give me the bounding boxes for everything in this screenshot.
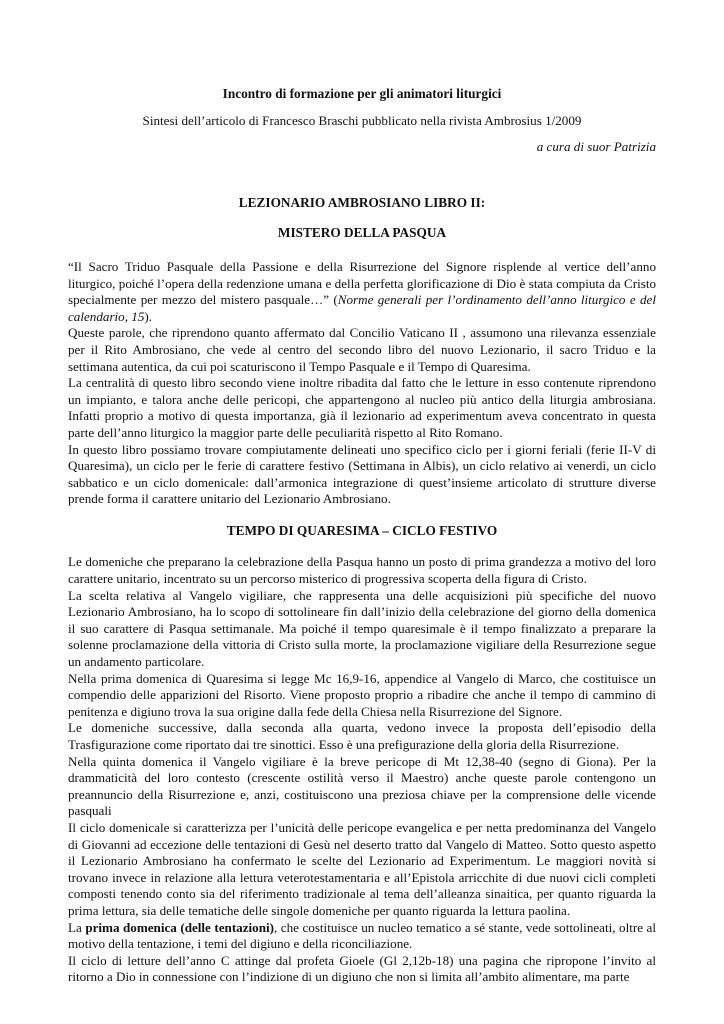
document-subtitle: Sintesi dell’articolo di Francesco Braschi pubblicato nella rivista Ambrosius 1/2009 [142,112,582,128]
paragraph: Nella quinta domenica il Vangelo vigiliare è la breve pericope di Mt 12,38-40 (segno di Giona). Per la drammaticità del loro contesto (crescente ostilità verso il Maestro) anche queste parole contengono un preannuncio della Risurrezione e, anzi, costituiscono una preziosa chiave per la comprensione delle vicende pasquali [68,753,656,819]
paragraph [68,920,656,953]
citation-italic: Norme generali per l’ordinamento dell’anno liturgico e del calendario, 15 [68,292,657,324]
quote-text: “Il Sacro Triduo Pasquale della Passione e della Risurrezione del Signore risplende al vertice dell’anno liturgico, poiché l’opera della redenzione umana e della perfetta glorificazione di Dio è stata compiuta da Cristo specialmente per mezzo del mistero pasquale…” ( [68,258,656,308]
paragraph: La scelta relativa al Vangelo vigiliare, che rappresenta una delle acquisizioni più specifiche del nuovo Lezionario Ambrosiano, ha lo scopo di sottolineare fin dall’inizio della celebrazione del giorno della domenica il suo carattere di Pasqua settimanale. Ma poiché il tempo quaresimale è il tempo finalizzato a preparare la solenne proclamazione della vittoria di Cristo sulla morte, la proclamazione vigiliare della Resurrezione segue un andamento particolare. [68,587,656,670]
document-page [68,86,656,986]
paragraph [68,259,656,325]
paragraph: Il ciclo domenicale si caratterizza per l’unicità delle pericope evangelica e per netta predominanza del Vangelo di Giovanni ad eccezione delle tentazioni di Gesù nel deserto tratto dal Vangelo di Matteo. Sotto questo aspetto il Lezionario Ambrosiano ha confermato le scelte del Lezionario ad Experimentum. Le maggiori novità si trovano invece in relazione alla lettura veterotestamentaria e all’Epistola arricchite di due nuovi cicli completi composti tenendo conto sia del riferimento tradizionale al tema dell’alleanza sinaitica, per quanto riguarda la prima lettura, sia delle tematiche delle singole domeniche per quanto riguarda la lettura paolina. [68,819,656,918]
section-heading-lezionario: LEZIONARIO AMBROSIANO LIBRO II: [238,194,486,210]
paragraph: Nella prima domenica di Quaresima si legge Mc 16,9-16, appendice al Vangelo di Marco, che costituisce un compendio delle apparizioni del Risorto. Viene proposto proprio a ribadire che anche il tempo di cammino di penitenza e digiuno trova la sua origine dalla fede della Chiesa nella Risurrezione del Signore. [68,670,656,719]
author-credit: a cura di suor Patrizia [536,139,656,155]
section-heading-mistero: MISTERO DELLA PASQUA [277,225,447,241]
paragraph: La centralità di questo libro secondo viene inoltre ribadita dal fatto che le letture in esso contenute riprendono un impianto, e talora anche delle pericopi, che appartengono al nucleo più antico della liturgia ambrosiana. Infatti proprio a motivo di questa importanza, già il lezionario ad experimentum aveva concentrato in questa parte dell’anno liturgico la maggior parte delle peculiarità rispetto al Rito Romano. [68,375,656,440]
text-segment: La [68,919,86,935]
section-heading-quaresima: TEMPO DI QUARESIMA – CICLO FESTIVO [226,522,498,538]
paragraph: Le domeniche successive, dalla seconda alla quarta, vedono invece la proposta dell’episodio della Trasfigurazione come riportato dai tre sinottici. Esso è una prefigurazione della gloria della Risurrezione. [68,720,656,752]
paragraph: In questo libro possiamo trovare compiutamente delineati uno specifico ciclo per i giorni feriali (ferie II-V di Quaresima), un ciclo per le ferie di carattere festivo (Settimana in Albis), un ciclo relativo ai venerdì, un ciclo sabbatico e un ciclo domenicale: dall’armonica integrazione di quest’insieme articolato di strutture diverse prende forma il carattere unitario del Lezionario Ambrosiano. [68,441,656,507]
bold-phrase: prima domenica (delle tentazioni) [85,919,275,935]
document-title: Incontro di formazione per gli animatori liturgici [222,86,502,101]
paragraph: Queste parole, che riprendono quanto affermato dal Concilio Vaticano II , assumono una rilevanza essenziale per il Rito Ambrosiano, che vede al centro del secondo libro del nuovo Lezionario, il sacro Triduo e la settimana autentica, da cui poi scaturiscono il Tempo Pasquale e il Tempo di Quaresima. [68,325,656,374]
quote-end: ). [144,308,153,324]
paragraph: Il ciclo di letture dell’anno C attinge dal profeta Gioele (Gl 2,12b-18) una pagina che ripropone l’invito al ritorno a Dio in connessione con l’indizione di un digiuno che non si limita all’ambito alimentare, ma parte [68,952,656,985]
text-segment: , che costituisce un nucleo tematico a sé stante, vede sottolineati, oltre al motivo della tentazione, i temi del digiuno e della riconciliazione. [68,919,656,952]
paragraph: Le domeniche che preparano la celebrazione della Pasqua hanno un posto di prima grandezza a motivo del loro carattere unitario, incentrato su un percorso misterico di progressiva scoperta della figura di Cristo. [68,554,656,587]
